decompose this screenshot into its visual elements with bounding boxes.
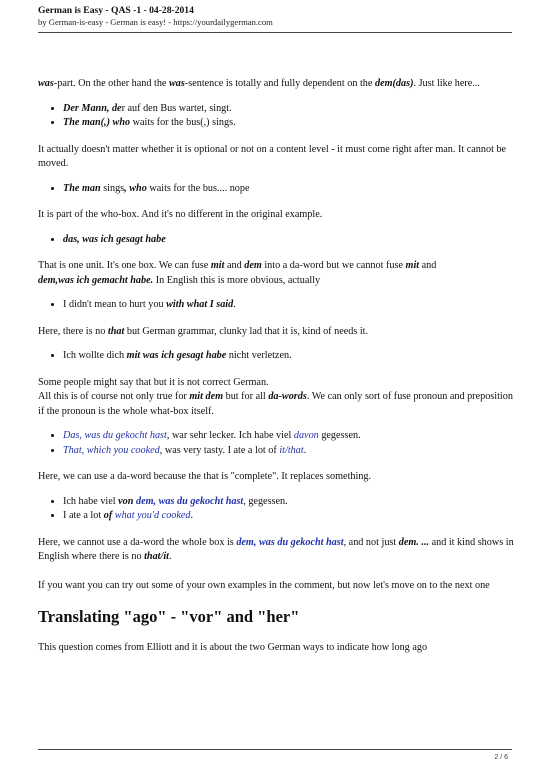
text-span: gegessen. — [318, 430, 361, 441]
text-span: -part. On the other hand the — [53, 78, 169, 89]
list-item — [63, 349, 514, 364]
list-item — [63, 444, 514, 459]
text-span: dem,was ich gemacht habe. — [38, 274, 154, 286]
text-span: dem, was du gekocht hast — [133, 495, 244, 507]
list-item — [63, 102, 514, 117]
text-span: von — [118, 495, 134, 507]
text-span: . — [169, 551, 172, 562]
header-title: German is Easy - QAS -1 - 04-28-2014 — [38, 5, 194, 16]
paragraph-2: It actually doesn't matter whether it is optional or not on a content level - it must come right after man. It cannot be moved. — [38, 143, 507, 169]
text-span: , gegessen. — [243, 495, 288, 507]
text-span: davon — [293, 430, 319, 441]
page-header — [38, 5, 518, 28]
text-span: was — [169, 78, 185, 89]
list-item — [63, 182, 514, 197]
text-span: das, was ich gesagt habe — [63, 233, 166, 245]
paragraph-9: If you want you can try out some of your own examples in the comment, but now let's move on to the next one — [38, 579, 490, 591]
paragraph-5 — [38, 325, 514, 340]
text-span: but German grammar, clunky lad that it is, kind of needs it. — [124, 325, 369, 337]
document-body — [38, 77, 514, 670]
example-list-1 — [38, 102, 514, 131]
header-subtitle: by German-is-easy - German is easy! - https://yourdailygerman.com — [38, 17, 273, 27]
paragraph-4 — [38, 259, 514, 288]
text-span: , was very tasty. I ate a lot of — [159, 444, 280, 456]
example-list-4 — [38, 298, 514, 313]
text-span: that/it — [144, 551, 170, 562]
text-span: and — [224, 260, 245, 271]
text-span: that — [107, 325, 125, 337]
text-span: , and not just — [343, 536, 399, 548]
text-span: r auf den Bus wartet, singt. — [121, 102, 232, 114]
text-span: . We can only sort of fuse pronoun and preposition if the pronoun is the whole what-box itself. — [38, 391, 513, 417]
text-span: . — [233, 299, 236, 310]
text-span: waits for the bus.... nope — [146, 182, 250, 194]
text-span: but for all — [223, 391, 269, 402]
example-list-3 — [38, 233, 514, 248]
text-span: dem, was du gekocht hast — [236, 536, 344, 548]
text-span: All this is of course not only true for — [38, 391, 190, 402]
list-item — [63, 429, 514, 444]
text-span: , war sehr lecker. Ich habe viel — [166, 430, 294, 441]
text-span: Ich wollte dich — [63, 350, 127, 361]
text-span: what you'd cooked — [112, 510, 191, 521]
page-number: 2 / 6 — [494, 754, 508, 761]
text-span: The man(,) who — [63, 117, 131, 128]
text-span: waits for the bus(,) sings. — [130, 117, 236, 128]
text-span: That is one unit. It's one box. We can fuse — [38, 260, 211, 271]
text-span: I didn't mean to hurt you — [63, 299, 167, 310]
text-span: Some people might say that but it is not correct German. — [38, 376, 269, 388]
text-span: with what I said — [166, 299, 234, 310]
text-span: , who — [124, 182, 147, 194]
text-span: . — [190, 510, 194, 521]
paragraph-8 — [38, 536, 514, 565]
list-item — [63, 116, 514, 131]
text-span: Ich habe viel — [63, 495, 119, 507]
text-span: mit was ich gesagt habe — [126, 350, 227, 361]
example-list-5 — [38, 349, 514, 364]
paragraph-1 — [38, 77, 514, 92]
text-span: mit — [405, 260, 420, 271]
text-span: Here, we cannot use a da-word the whole box is — [38, 536, 237, 548]
paragraph-3: It is part of the who-box. And it's no different in the original example. — [38, 209, 323, 220]
text-span: mit — [210, 260, 225, 271]
text-span: The man — [63, 182, 101, 194]
list-item — [63, 509, 514, 524]
text-span: dem(das) — [374, 78, 414, 89]
text-span: . — [303, 444, 307, 456]
text-span: Das, was du gekocht hast — [63, 430, 167, 441]
text-span: sings — [100, 182, 125, 194]
text-span: Der Mann, de — [63, 102, 122, 114]
list-item — [63, 233, 514, 248]
footer-divider — [38, 749, 512, 750]
text-span: Here, there is no — [38, 325, 108, 337]
example-list-6 — [38, 429, 514, 458]
text-span: and it kind shows in English where there is no — [38, 536, 514, 562]
section-heading: Translating "ago" - "vor" and "her" — [38, 607, 300, 626]
text-span: was — [38, 78, 54, 89]
text-span: nicht verletzen. — [226, 350, 292, 361]
text-span: dem. ... — [398, 536, 430, 548]
list-item — [63, 495, 514, 510]
example-list-2 — [38, 182, 514, 197]
example-list-7 — [38, 495, 514, 524]
list-item — [63, 298, 514, 313]
text-span: mit dem — [189, 391, 224, 402]
text-span: dem — [244, 260, 262, 271]
text-span: and — [419, 260, 437, 271]
text-span: In English this is more obvious, actually — [153, 274, 321, 286]
text-span: -sentence is totally and fully dependent on the — [184, 78, 375, 89]
text-span: That, which you cooked — [63, 444, 160, 456]
text-span: da-words — [268, 391, 307, 402]
text-span: it/that — [279, 444, 304, 456]
paragraph-6 — [38, 376, 514, 420]
text-span: into a da-word but we cannot fuse — [261, 260, 406, 271]
header-divider — [38, 32, 512, 33]
paragraph-7: Here, we can use a da-word because the that is "complete". It replaces something. — [38, 471, 372, 482]
text-span: of — [103, 510, 113, 521]
text-span: . Just like here... — [413, 78, 480, 89]
text-span: I ate a lot — [63, 510, 104, 521]
paragraph-10: This question comes from Elliott and it is about the two German ways to indicate how long ago — [38, 642, 428, 653]
